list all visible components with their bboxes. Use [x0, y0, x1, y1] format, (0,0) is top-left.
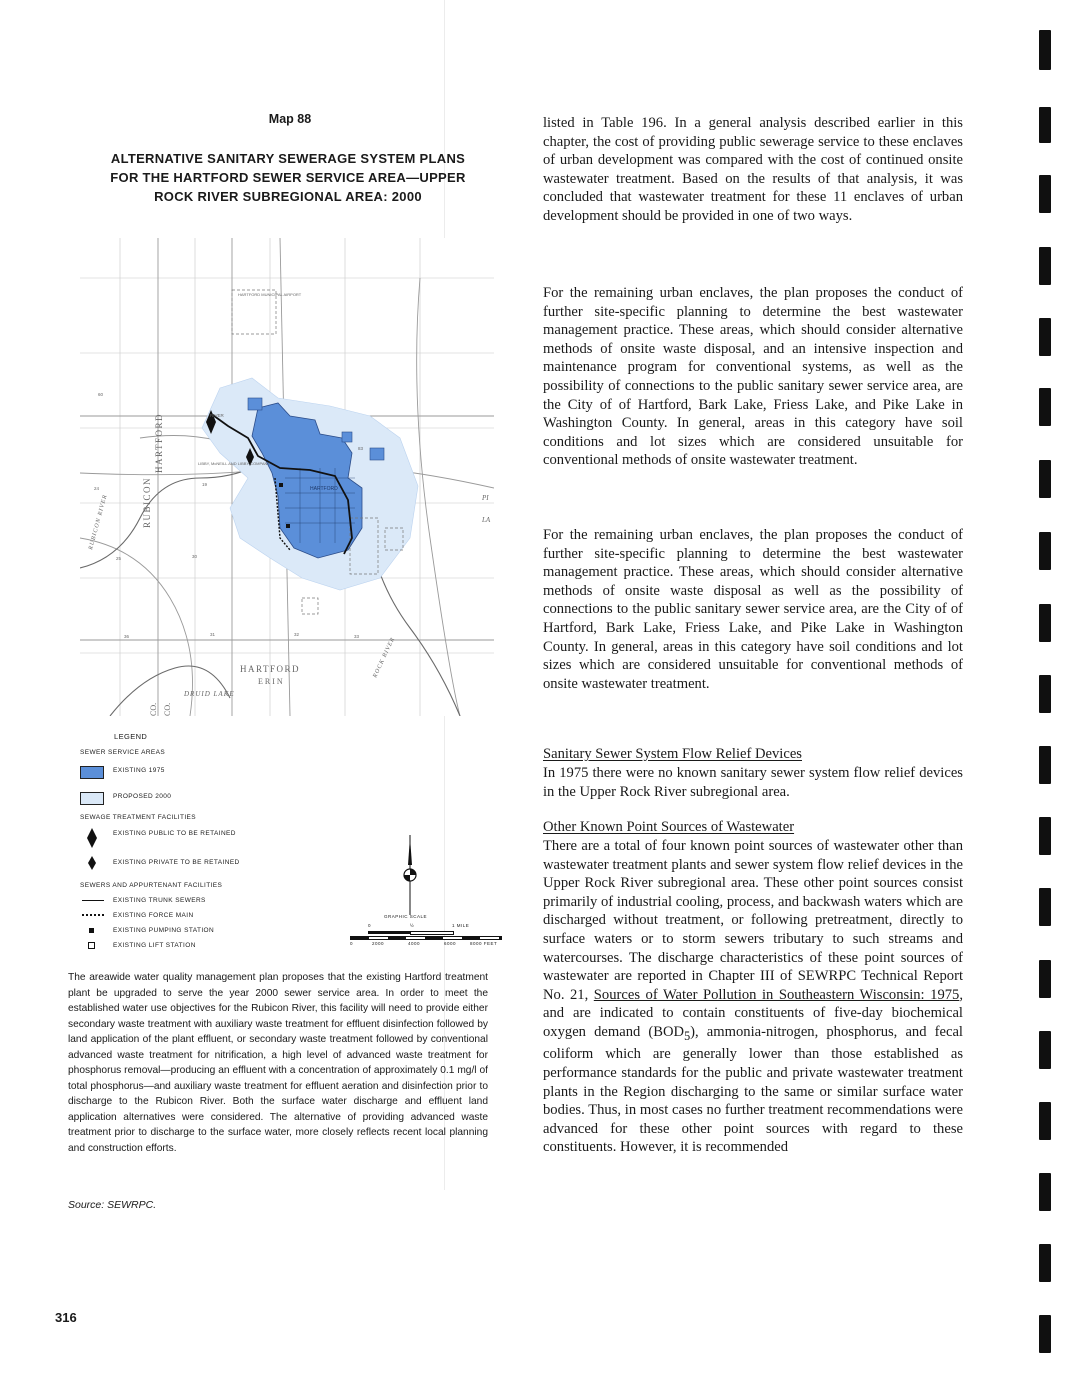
map-label-rock-river: ROCK RIVER	[372, 636, 397, 679]
section-heading-point-sources: Other Known Point Sources of Wastewater	[543, 819, 795, 835]
map-label-sec-25: 25	[116, 556, 122, 561]
sewer-service-area-map	[80, 238, 494, 716]
pumping-station-legend-icon	[89, 928, 94, 933]
proposed-area-swatch	[80, 792, 104, 805]
body-text-segment: ), ammonia-nitrogen, phosphorus, and fecal coliform which are generally lower than those established as performance standards for the public and private wastewater treatment plants in the Region discharging to the same or similar surface water bodies. Thus, in most cases no further treatment recommendations were advanced for these other point sources with regard to these constituents. However, it is recommended	[543, 1023, 963, 1156]
binding-mark	[1039, 388, 1051, 426]
legend-heading-sewers: SEWERS AND APPURTENANT FACILITIES	[80, 882, 223, 889]
pumping-station-icon	[286, 524, 290, 528]
legend-trunk-sewers: EXISTING TRUNK SEWERS	[113, 897, 206, 904]
binding-mark	[1039, 318, 1051, 356]
existing-area-swatch	[80, 766, 104, 779]
page-number: 316	[55, 1310, 77, 1325]
legend-title: LEGEND	[114, 732, 148, 741]
binding-mark	[1039, 107, 1051, 143]
map-title	[88, 149, 488, 206]
body-paragraph: listed in Table 196. In a general analysis described earlier in this chapter, the cost of providing public sewerage service to these enclaves of urban development was compared with the cost of continued onsite wastewater treatment. Based on the results of that analysis, it was concluded that wastewater treatment for these 11 enclaves of urban development should be provided in one of two ways.	[543, 115, 963, 224]
binding-mark	[1039, 817, 1051, 855]
binding-mark	[1039, 888, 1051, 926]
map-label-sec-33: 33	[354, 634, 360, 639]
map-label-hartford-city: HARTFORD	[310, 486, 338, 492]
map-label-sec-31: 31	[210, 632, 216, 637]
trunk-sewer-legend-line	[82, 900, 104, 901]
map-label-airport: HARTFORD MUNICIPAL AIRPORT	[238, 292, 302, 297]
map-label-druid-lake: DRUID LAKE	[184, 690, 235, 698]
map-label-libby: LIBBY, McNEILL AND LIBBY COMPANY	[198, 461, 271, 466]
scale-tick-label: 8000 FEET	[470, 941, 498, 946]
legend-heading-sewer-areas: SEWER SERVICE AREAS	[80, 749, 166, 756]
map-label-sec-30: 30	[192, 554, 198, 559]
body-text-segment: There are a total of four known point sources of wastewater other than wastewater treatment plants and sewer system flow relief devices in the Upper Rock River subregional area. These other point sources consist primarily of industrial cooling, process, and backwash waters which are discharged without treatment, or following pretreatment, directly to surface waters or to storm sewers tributary to such streams and watercourses. The discharge characteristics of these point sources of wastewater are reported in Chapter III of SEWRPC Technical Report No. 21,	[543, 838, 963, 1003]
map-label-sec-32: 32	[294, 632, 300, 637]
report-title: Sources of Water Pollution in Southeastern Wisconsin: 1975	[593, 986, 960, 1003]
map-label-pike-lake: PI	[482, 494, 489, 502]
north-arrow-icon	[395, 835, 425, 915]
public-plant-legend-icon	[86, 828, 98, 848]
scale-tick-label: 1 MILE	[452, 923, 470, 928]
map-label-erin-town: ERIN	[258, 677, 285, 686]
legend-heading-treatment: SEWAGE TREATMENT FACILITIES	[80, 814, 197, 821]
section-heading-flow-relief: Sanitary Sewer System Flow Relief Devices	[543, 746, 802, 762]
binding-mark	[1039, 1102, 1051, 1140]
map-label-river: RIVER	[210, 413, 224, 418]
legend-force-main: EXISTING FORCE MAIN	[113, 912, 194, 919]
map-title-line: ALTERNATIVE SANITARY SEWERAGE SYSTEM PLANS	[110, 151, 466, 166]
binding-mark	[1039, 1315, 1051, 1353]
body-text-segment: , and are indicated to contain constituents of five-day biochemical oxygen demand (BOD	[543, 986, 963, 1040]
private-plant-legend-icon	[88, 856, 96, 870]
map-number: Map 88	[268, 112, 312, 126]
scale-tick-label: ½	[410, 923, 415, 928]
lift-station-legend-icon	[88, 942, 95, 949]
scale-bar-segment	[368, 931, 410, 934]
map-title-line: ROCK RIVER SUBREGIONAL AREA: 2000	[154, 189, 422, 204]
map-label-hwy-83: 83	[358, 446, 364, 451]
scale-tick-label: 6000	[444, 941, 457, 946]
map-label-county: CO.	[163, 702, 172, 716]
body-paragraph: For the remaining urban enclaves, the plan proposes the conduct of further site-specific planning to determine the best wastewater management practice. These areas, which should consider alternative methods of onsite waste disposal as well as the possibility of connections to the public sanitary sewer service area, are the City of of Hartford, Bark Lake, Friess Lake, and Pike Lake in Washington County. In general, areas in this category have soil conditions and lot sizes which are considered unsuitable for conventional methods of onsite wastewater treatment.	[543, 527, 963, 692]
binding-mark	[1039, 247, 1051, 285]
scale-bar-feet	[350, 936, 502, 940]
binding-mark	[1039, 604, 1051, 642]
scale-tick-label: 0	[368, 923, 372, 928]
pumping-station-icon	[279, 483, 283, 487]
body-paragraph	[543, 837, 963, 1157]
binding-mark	[1039, 532, 1051, 570]
map-label-sec-36: 36	[124, 634, 130, 639]
map-label-rubicon-river: RUBICON RIVER	[88, 493, 109, 551]
map-label-sec-19: 19	[202, 482, 208, 487]
scale-tick-label: 4000	[408, 941, 421, 946]
body-paragraph: In 1975 there were no known sanitary sewer system flow relief devices in the Upper Rock River subregional area.	[543, 765, 963, 800]
binding-mark	[1039, 675, 1051, 713]
scale-tick-label: 0	[350, 941, 354, 946]
map-label-hartford-town: HARTFORD	[240, 664, 300, 674]
subscript: 5	[684, 1028, 691, 1043]
binding-mark	[1039, 1244, 1051, 1282]
map-label-hartford-vertical: HARTFORD	[154, 413, 164, 473]
binding-mark	[1039, 746, 1051, 784]
legend-lift-station: EXISTING LIFT STATION	[113, 942, 196, 949]
binding-mark	[1039, 460, 1051, 498]
map-title-line: FOR THE HARTFORD SEWER SERVICE AREA—UPPER	[110, 170, 466, 185]
map-label-rubicon-town: RUBICON	[142, 476, 152, 528]
graphic-scale-label: GRAPHIC SCALE	[384, 914, 428, 919]
scale-tick-label: 2000	[372, 941, 385, 946]
graphic-scale	[340, 914, 500, 950]
force-main-legend-line	[82, 914, 104, 916]
legend-existing-1975: EXISTING 1975	[113, 767, 165, 774]
legend-existing-private: EXISTING PRIVATE TO BE RETAINED	[113, 859, 240, 866]
scale-bar-segment	[410, 931, 454, 935]
body-paragraph: For the remaining urban enclaves, the plan proposes the conduct of further site-specific planning to determine the best wastewater management practice. These areas, which should consider alternative methods of onsite waste disposal, and an intensive inspection and maintenance program for conventional systems, as well as the possibility of connections to the public sanitary sewer service area, are the City of of Hartford, Bark Lake, Friess Lake, and Pike Lake in Washington County. In general, areas in this category have soil conditions and lot sizes which are considered unsuitable for conventional methods of onsite wastewater treatment.	[543, 285, 963, 469]
legend-proposed-2000: PROPOSED 2000	[113, 793, 172, 800]
binding-mark	[1039, 30, 1051, 70]
binding-mark	[1039, 175, 1051, 213]
map-caption: The areawide water quality management plan proposes that the existing Hartford treatment plant be upgraded to serve the year 2000 sewer service area. In order to meet the established water use objectives for the Rubicon River, this facility will need to provide either secondary waste treatment with auxiliary waste treatment for effluent disinfection followed by land application of the plant effluent, or secondary waste treatment followed by conventional advanced waste treatment for nitrification, a high level of advanced waste treatment for phosphorus removal—producing an effluent with a concentration of approximately 0.1 mg/l of total phosphorus—and auxiliary waste treatment for effluent aeration and disinfection prior to discharge to the Rubicon River. Both the surface water discharge and effluent land application alternatives were considered. The alternative of providing advanced waste treatment prior to discharge to the surface water, more closely reflects recent local planning and construction efforts.	[68, 972, 488, 1154]
binding-mark	[1039, 1173, 1051, 1211]
binding-mark	[1039, 960, 1051, 998]
binding-mark	[1039, 1031, 1051, 1069]
map-label-la: LA	[482, 516, 491, 524]
map-label-county: CO.	[149, 702, 158, 716]
legend-existing-public: EXISTING PUBLIC TO BE RETAINED	[113, 830, 236, 837]
map-label-sec-24: 24	[94, 486, 100, 491]
map-label-hwy-60: 60	[98, 392, 104, 397]
legend-pumping-station: EXISTING PUMPING STATION	[113, 927, 215, 934]
map-source: Source: SEWRPC.	[68, 1199, 157, 1211]
